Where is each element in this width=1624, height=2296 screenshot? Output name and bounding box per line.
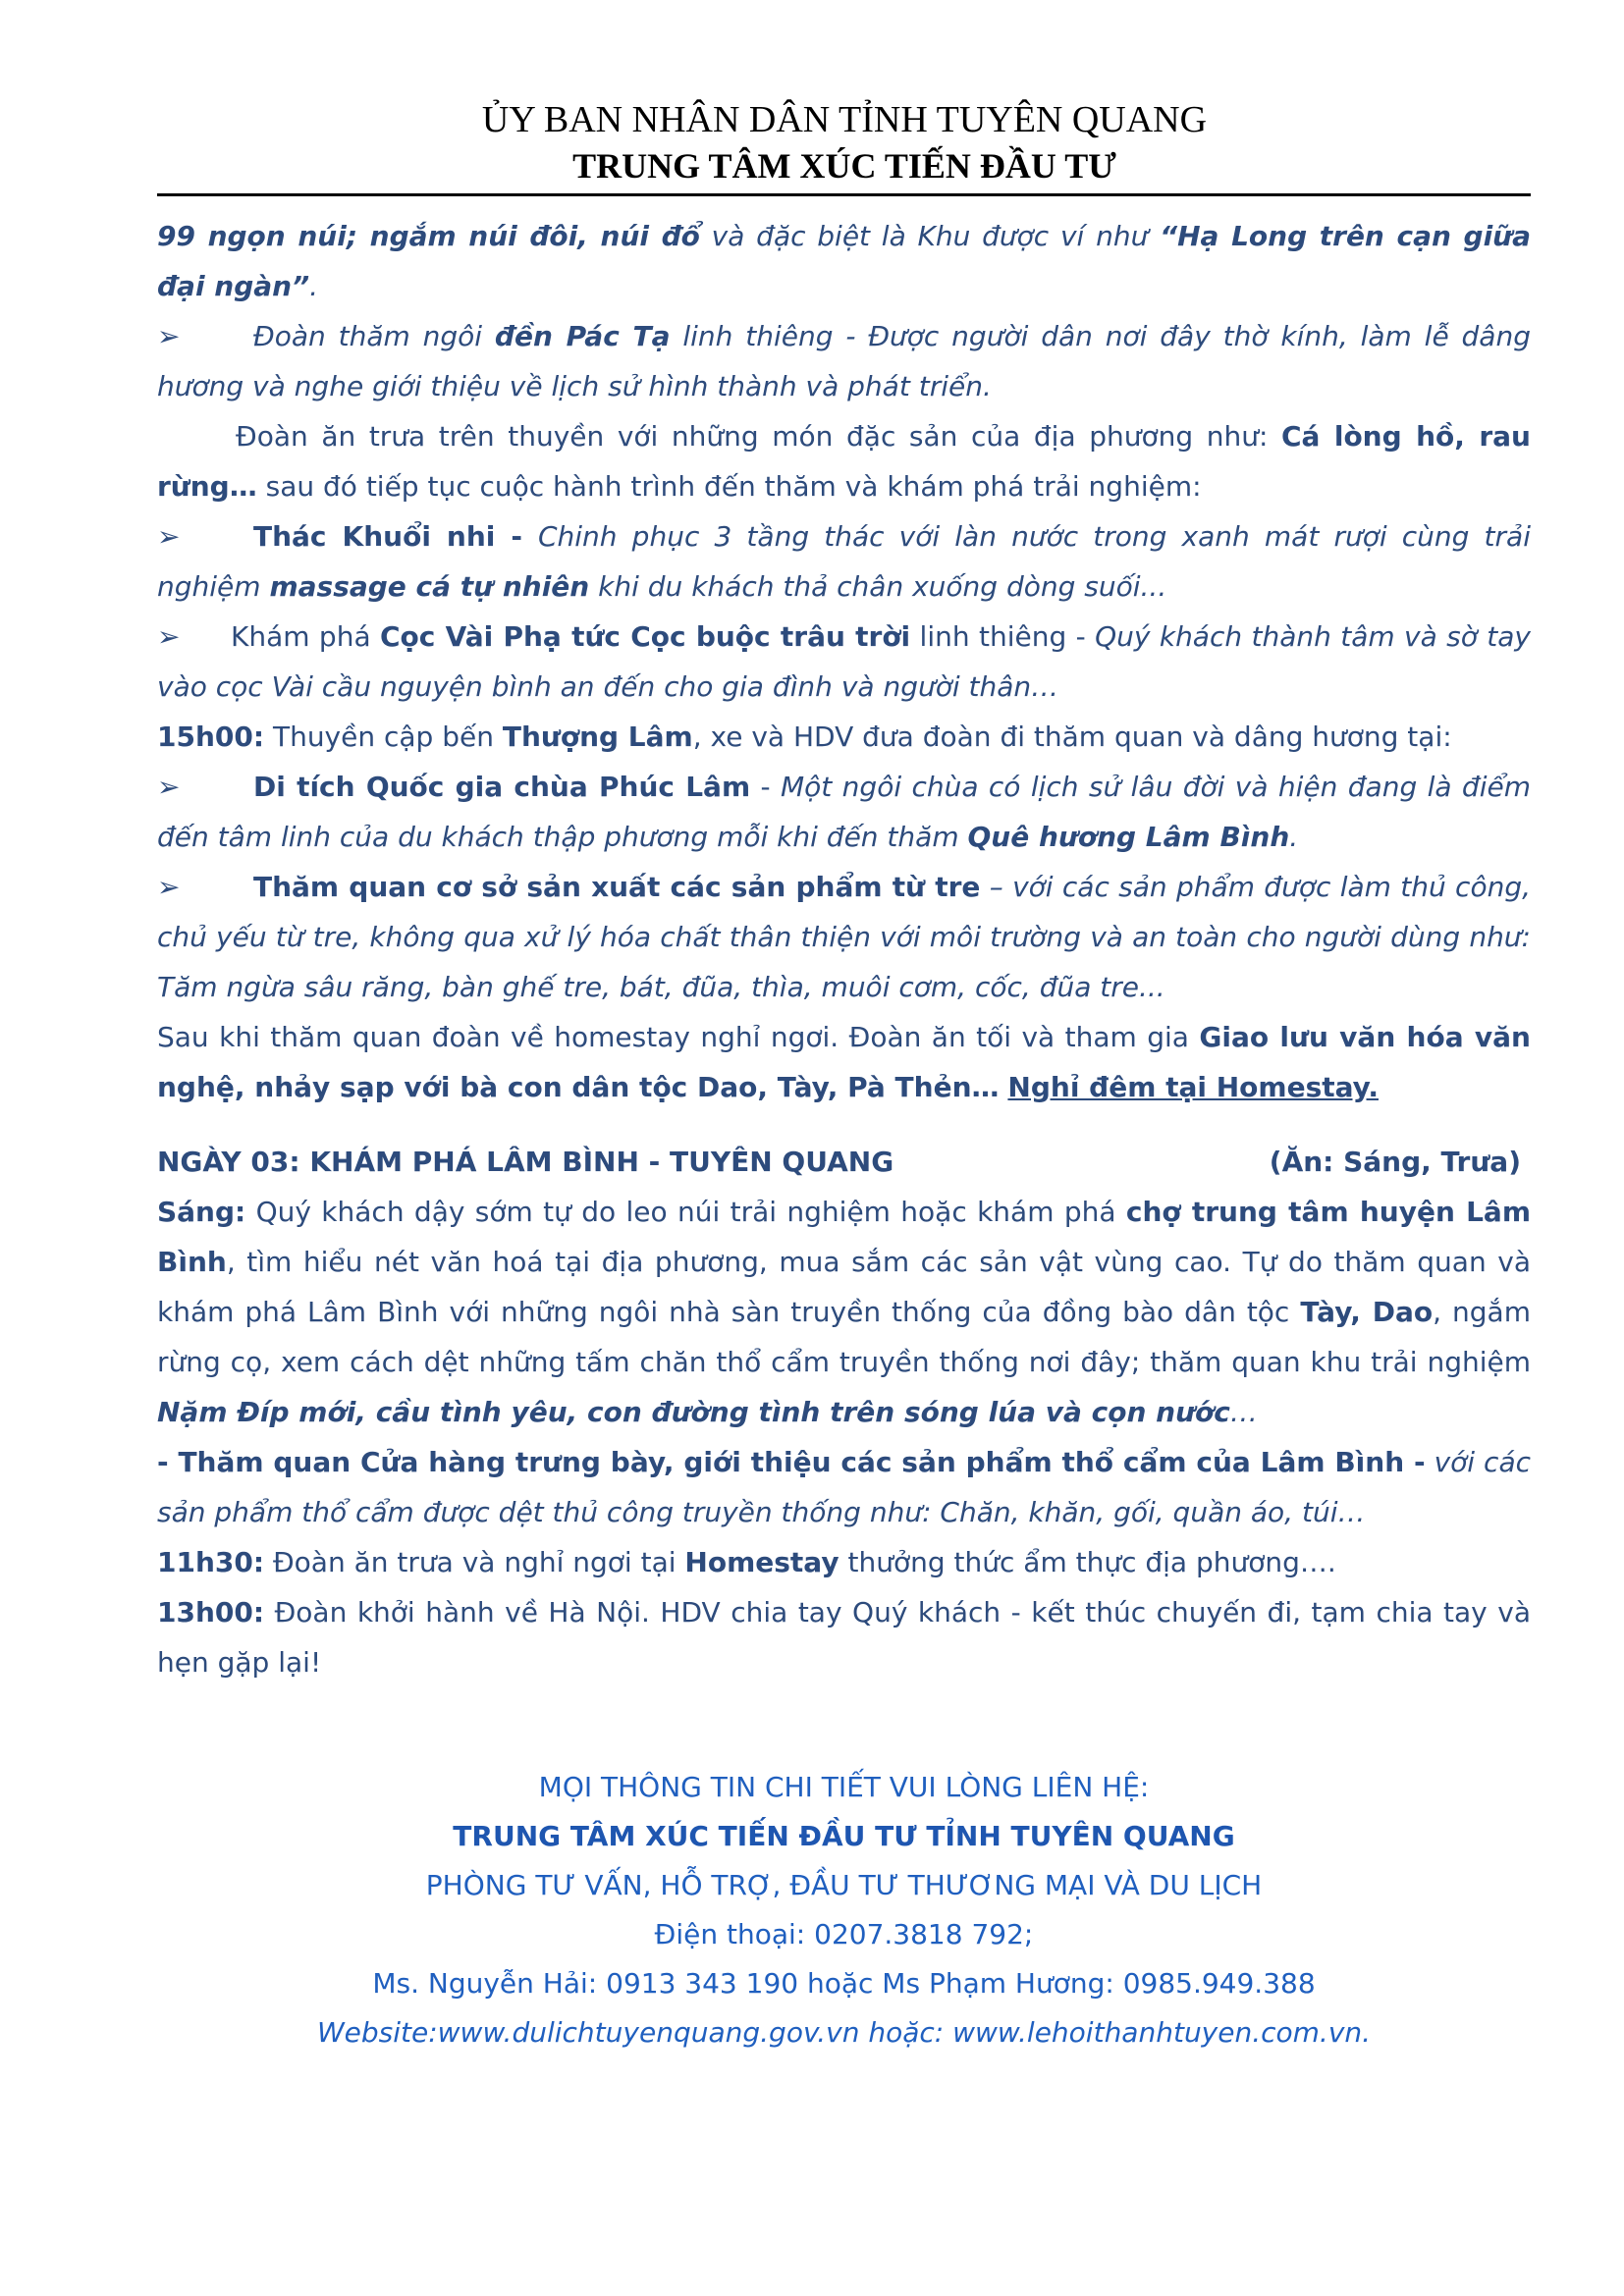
text-strong: Tày, Dao bbox=[1300, 1296, 1434, 1328]
contact-phone: Điện thoại: 0207.3818 792; bbox=[654, 1918, 1034, 1950]
paragraph-ha-long bbox=[157, 211, 1531, 311]
text: . bbox=[309, 270, 319, 302]
paragraph-15h00 bbox=[157, 712, 1531, 762]
text: Quý khách dậy sớm tự do leo núi trải nghiệm hoặc khám phá bbox=[245, 1196, 1126, 1228]
text: thưởng thức ẩm thực địa phương…. bbox=[839, 1546, 1336, 1578]
text: Sau khi thăm quan đoàn về homestay nghỉ ngơi. Đoàn ăn tối và tham gia bbox=[157, 1021, 1200, 1053]
text-strong: Giao lưu văn hóa văn nghệ, nhảy sạp với bà con dân tộc Dao, Tày, Pà Thẻn… bbox=[157, 1021, 1531, 1103]
paragraph-phuc-lam-pagoda bbox=[157, 762, 1531, 862]
paragraph-morning bbox=[157, 1187, 1531, 1437]
text-strong: - Thăm quan Cửa hàng trưng bày, giới thiệu các sản phẩm thổ cẩm của Lâm Bình - bbox=[157, 1446, 1426, 1478]
text: Đoàn khởi hành về Hà Nội. HDV chia tay Quý khách - kết thúc chuyến đi, tạm chia tay và hẹn gặp lại! bbox=[157, 1596, 1531, 1679]
text: , tìm hiểu nét văn hoá tại địa phương, mua sắm các sản vật vùng cao. Tự do thăm quan và khám phá Lâm Bình với những ngôi nhà sàn truyền thống của đồng bào dân tộc bbox=[157, 1246, 1531, 1328]
text: … bbox=[1229, 1396, 1258, 1428]
text-strong: Homestay bbox=[684, 1546, 839, 1578]
overnight-note: Nghỉ đêm tại Homestay. bbox=[1007, 1071, 1379, 1103]
text-strong: Thác Khuổi nhi - bbox=[253, 520, 538, 553]
text: Quý khách thành tâm và sờ tay vào cọc Vài cầu nguyện bình an đến cho gia đình và người thân… bbox=[157, 620, 1531, 703]
paragraph-brocade-shop bbox=[157, 1437, 1531, 1537]
text: Khám phá bbox=[231, 620, 380, 653]
text-strong: chợ trung tâm huyện Lâm Bình bbox=[157, 1196, 1531, 1278]
contact-website[interactable]: Website:www.dulichtuyenquang.gov.vn hoặc: www.lehoithanhtuyen.com.vn. bbox=[316, 2016, 1372, 2049]
time-label: 13h00: bbox=[157, 1596, 265, 1629]
text: . bbox=[1289, 821, 1299, 853]
paragraph-khuoi-nhi-waterfall bbox=[157, 511, 1531, 612]
time-label: Sáng: bbox=[157, 1196, 246, 1228]
header-authority: ỦY BAN NHÂN DÂN TỈNH TUYÊN QUANG bbox=[481, 99, 1208, 140]
paragraph-pac-ta-temple bbox=[157, 311, 1531, 411]
arrow-bullet-icon: ➢ bbox=[157, 871, 181, 903]
contact-block bbox=[157, 1763, 1531, 2057]
text: khi du khách thả chân xuống dòng suối... bbox=[589, 570, 1167, 603]
itinerary-body bbox=[157, 211, 1531, 1687]
text: - bbox=[750, 771, 782, 803]
text: – với các sản phẩm được làm thủ công, chủ yếu từ tre, không qua xử lý hóa chất thân thiện với môi trường và an toàn cho người dùng như: Tăm ngừa sâu răng, bàn ghế tre, bát, đũa, thìa, muôi cơm, cốc, đũa tre... bbox=[157, 871, 1531, 1003]
day-3-heading bbox=[157, 1137, 1531, 1187]
text: với các sản phẩm thổ cẩm được dệt thủ công truyền thống như: Chăn, khăn, gối, quần áo, túi… bbox=[157, 1446, 1531, 1528]
text-strong: Quê hương Lâm Bình bbox=[967, 821, 1290, 853]
paragraph-coc-vai-pha bbox=[157, 612, 1531, 712]
text: linh thiêng - Được người dân nơi đây thờ kính, làm lễ dâng hương và nghe giới thiệu về lịch sử hình thành và phát triển. bbox=[157, 320, 1531, 402]
text-strong: Thăm quan cơ sở sản xuất các sản phẩm từ tre bbox=[253, 871, 981, 903]
text-strong: đền Pác Tạ bbox=[494, 320, 671, 352]
text-strong: “Hạ Long trên cạn giữa đại ngàn” bbox=[157, 220, 1532, 302]
contact-organization: TRUNG TÂM XÚC TIẾN ĐẦU TƯ TỈNH TUYÊN QUANG bbox=[453, 1820, 1235, 1852]
text: Đoàn thăm ngôi bbox=[253, 320, 495, 352]
header-divider bbox=[157, 193, 1531, 196]
arrow-bullet-icon: ➢ bbox=[157, 520, 181, 553]
header-organization: TRUNG TÂM XÚC TIẾN ĐẦU TƯ bbox=[572, 146, 1116, 186]
contact-persons: Ms. Nguyễn Hải: 0913 343 190 hoặc Ms Phạm Hương: 0985.949.388 bbox=[372, 1967, 1316, 2000]
text: và đặc biệt là Khu được ví như bbox=[699, 220, 1161, 252]
time-label: 11h30: bbox=[157, 1546, 265, 1578]
arrow-bullet-icon: ➢ bbox=[157, 620, 181, 653]
time-label: 15h00: bbox=[157, 721, 265, 753]
text: Một ngôi chùa có lịch sử lâu đời và hiện đang là điểm đến tâm linh của du khách thập phương mỗi khi đến thăm bbox=[157, 771, 1531, 853]
text-strong: 99 ngọn núi; ngắm núi đôi, núi đổ bbox=[157, 220, 700, 252]
paragraph-lunch-boat bbox=[157, 411, 1531, 511]
day-meals: (Ăn: Sáng, Trưa) bbox=[1269, 1146, 1521, 1178]
arrow-bullet-icon: ➢ bbox=[157, 320, 181, 352]
paragraph-11h30 bbox=[157, 1537, 1531, 1587]
paragraph-evening-homestay bbox=[157, 1012, 1531, 1112]
day-title: NGÀY 03: KHÁM PHÁ LÂM BÌNH - TUYÊN QUANG bbox=[157, 1146, 894, 1178]
text: Đoàn ăn trưa và nghỉ ngơi tại bbox=[264, 1546, 685, 1578]
text: Chinh phục 3 tầng thác với làn nước trong xanh mát rượi cùng trải nghiệm bbox=[157, 520, 1531, 603]
text-strong: Di tích Quốc gia chùa Phúc Lâm bbox=[253, 771, 751, 803]
text-strong: massage cá tự nhiên bbox=[269, 570, 590, 603]
text-strong: Cá lòng hồ, rau rừng… bbox=[157, 420, 1531, 503]
text: sau đó tiếp tục cuộc hành trình đến thăm và khám phá trải nghiệm: bbox=[256, 470, 1202, 503]
text-strong: Thượng Lâm bbox=[502, 721, 693, 753]
contact-intro: MỌI THÔNG TIN CHI TIẾT VUI LÒNG LIÊN HỆ: bbox=[538, 1771, 1150, 1803]
text: linh thiêng - bbox=[910, 620, 1096, 653]
paragraph-bamboo-workshop bbox=[157, 862, 1531, 1012]
text-strong: Nặm Đíp mới, cầu tình yêu, con đường tình trên sóng lúa và cọn nước bbox=[157, 1396, 1230, 1428]
arrow-bullet-icon: ➢ bbox=[157, 771, 181, 803]
text: , ngắm rừng cọ, xem cách dệt những tấm chăn thổ cẩm truyền thống nơi đây; thăm quan khu trải nghiệm bbox=[157, 1296, 1531, 1378]
text: Thuyền cập bến bbox=[264, 721, 503, 753]
text: Đoàn ăn trưa trên thuyền với những món đặc sản của địa phương như: bbox=[236, 420, 1281, 453]
paragraph-13h00 bbox=[157, 1587, 1531, 1687]
contact-department: PHÒNG TƯ VẤN, HỖ TRỢ, ĐẦU TƯ THƯƠNG MẠI VÀ DU LỊCH bbox=[425, 1869, 1263, 1901]
text: , xe và HDV đưa đoàn đi thăm quan và dâng hương tại: bbox=[692, 721, 1452, 753]
text-strong: Cọc Vài Phạ tức Cọc buộc trâu trời bbox=[380, 620, 911, 653]
